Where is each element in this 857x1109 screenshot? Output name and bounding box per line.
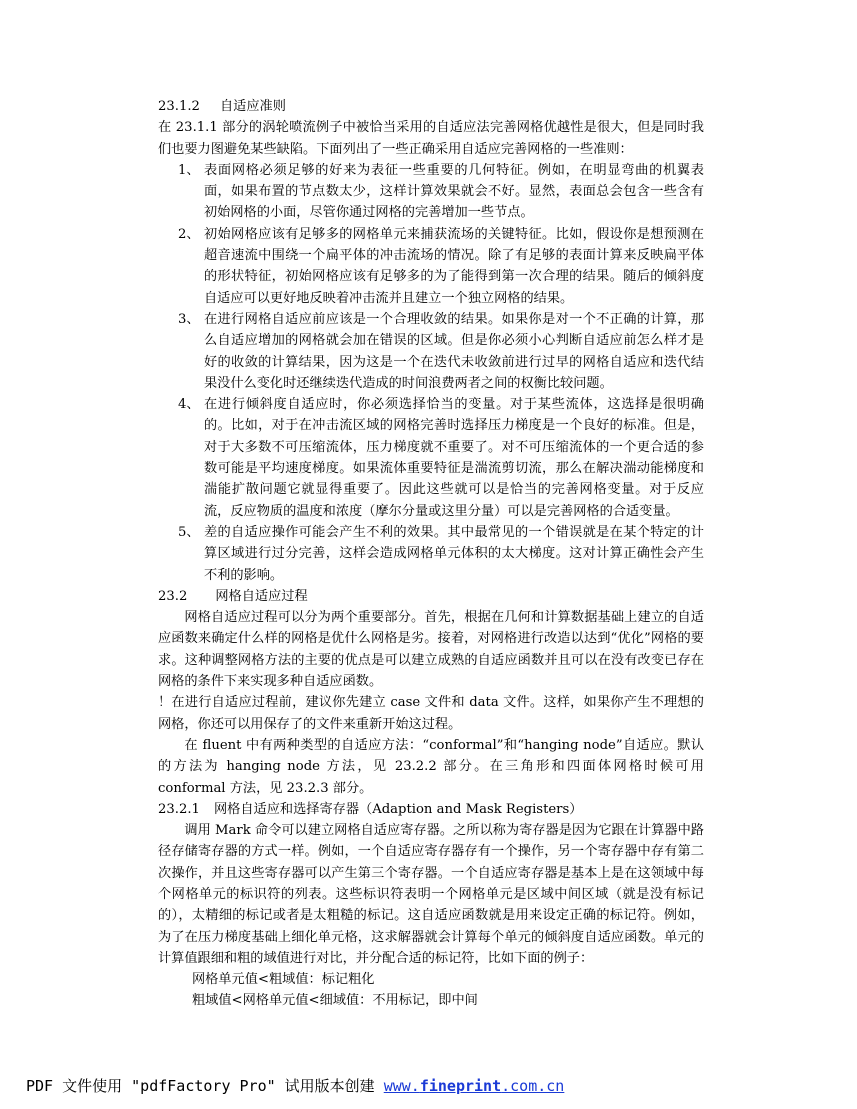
list-number: 3、 <box>178 311 200 327</box>
example-line: 粗域值<网格单元值<细域值：不用标记，即中间 <box>192 993 478 1009</box>
list-number: 2、 <box>178 226 200 242</box>
footer-text: PDF 文件使用 "pdfFactory Pro" 试用版本创建 <box>26 1077 384 1095</box>
list-number: 1、 <box>178 162 200 178</box>
fineprint-link[interactable] <box>384 1077 565 1095</box>
section-heading-23-2 <box>158 586 704 607</box>
list-item <box>158 394 704 522</box>
link-brand: fineprint <box>419 1077 502 1095</box>
pdf-footer <box>26 1075 564 1096</box>
list-number: 5、 <box>178 524 200 540</box>
list-item <box>158 309 704 394</box>
section-number: 23.1.2 <box>158 99 200 114</box>
note-paragraph: ！在进行自适应过程前，建议你先建立 case 文件和 data 文件。这样，如果你产生不理想的网格，你还可以用保存了的文件来重新开始这过程。 <box>158 695 704 732</box>
section-number: 23.2.1 <box>158 801 200 817</box>
link-suffix: .com.cn <box>501 1077 565 1095</box>
list-text: 在进行网格自适应前应该是一个合理收敛的结果。如果你是对一个不正确的计算，那么自适应增加的网格就会加在错误的区域。但是你必须小心判断自适应前怎么样才是好的收敛的计算结果，因为这是一个在迭代未收敛前进行过早的网格自适应和迭代结果没什么变化时还继续迭代造成的时间浪费两者之间的权衡比较问题。 <box>204 311 704 391</box>
section-title: 网格自适应过程 <box>215 588 308 604</box>
list-text: 差的自适应操作可能会产生不利的效果。其中最常见的一个错误就是在某个特定的计算区域进行过分完善，这样会造成网格单元体积的太大梯度。这对计算正确性会产生不利的影响。 <box>204 524 704 583</box>
list-number: 4、 <box>178 397 200 413</box>
paragraph: 调用 Mark 命令可以建立网格自适应寄存器。之所以称为寄存器是因为它跟在计算器中路径存储寄存器的方式一样。例如，一个自适应寄存器存有一个操作，另一个寄存器中存有第二次操作，并且这些寄存器可以产生第三个寄存器。一个自适应寄存器是基本上是在这领域中每个网格单元的标识符的列表。这些标识符表明一个网格单元是区域中间区域（就是没有标记的），太精细的标记或者是太粗糙的标记。这自适应函数就是用来设定正确的标记符。例如，为了在压力梯度基础上细化单元格，这求解器就会计算每个单元的倾斜度自适应函数。单元的计算值跟细和粗的域值进行对比，并分配合适的标记符，比如下面的例子： <box>158 823 704 966</box>
section-number: 23.2 <box>158 588 188 604</box>
section-heading-23-1-2 <box>158 96 704 117</box>
section-title: 自适应准则 <box>219 99 286 114</box>
document-body <box>158 96 704 1012</box>
link-prefix: www. <box>383 1077 420 1095</box>
example-line: 网格单元值<粗域值：标记粗化 <box>192 972 375 988</box>
list-item <box>158 160 704 224</box>
list-text: 表面网格必须足够的好来为表征一些重要的几何特征。例如，在明显弯曲的机翼表面，如果布置的节点数太少，这样计算效果就会不好。显然，表面总会包含一些含有初始网格的小面，尽管你通过网格的完善增加一些节点。 <box>204 162 704 221</box>
paragraph: 在 fluent 中有两种类型的自适应方法：“conformal”和“hanging node”自适应。默认的方法为 hanging node 方法，见 23.2.2 部分。在三角形和四面体网格时候可用 conformal 方法，见 23.2.3 部分。 <box>158 737 704 796</box>
paragraph: 网格自适应过程可以分为两个重要部分。首先，根据在几何和计算数据基础上建立的自适应函数来确定什么样的网格是优什么网格是劣。接着，对网格进行改造以达到“优化”网格的要求。这种调整网格方法的主要的优点是可以建立成熟的自适应函数并且可以在没有改变已存在网格的条件下来实现多种自适应函数。 <box>158 610 704 690</box>
section-heading-23-2-1 <box>158 799 704 820</box>
list-item <box>158 522 704 586</box>
list-text: 在进行倾斜度自适应时，你必须选择恰当的变量。对于某些流体，这选择是很明确的。比如，对于在冲击流区域的网格完善时选择压力梯度是一个良好的标准。但是，对于大多数不可压缩流体，压力梯度就不重要了。对不可压缩流体的一个更合适的参数可能是平均速度梯度。如果流体重要特征是湍流剪切流，那么在解决湍动能梯度和湍能扩散问题它就显得重要了。因此这些就可以是恰当的完善网格变量。对于反应流，反应物质的温度和浓度（摩尔分量或这里分量）可以是完善网格的合适变量。 <box>204 397 704 519</box>
intro-paragraph: 在 23.1.1 部分的涡轮喷流例子中被恰当采用的自适应法完善网格优越性是很大，但是同时我们也要力图避免某些缺陷。下面列出了一些正确采用自适应完善网格的一些准则： <box>158 120 704 157</box>
list-item <box>158 224 704 309</box>
list-text: 初始网格应该有足够多的网格单元来捕获流场的关键特征。比如，假设你是想预测在超音速流中围绕一个扁平体的冲击流场的情况。除了有足够的表面计算来反映扁平体的形状特征，初始网格应该有足够多的为了能得到第一次合理的结果。随后的倾斜度自适应可以更好地反映着冲击流并且建立一个独立网格的结果。 <box>204 226 704 306</box>
section-title: 网格自适应和选择寄存器（Adaption and Mask Registers） <box>213 801 583 817</box>
